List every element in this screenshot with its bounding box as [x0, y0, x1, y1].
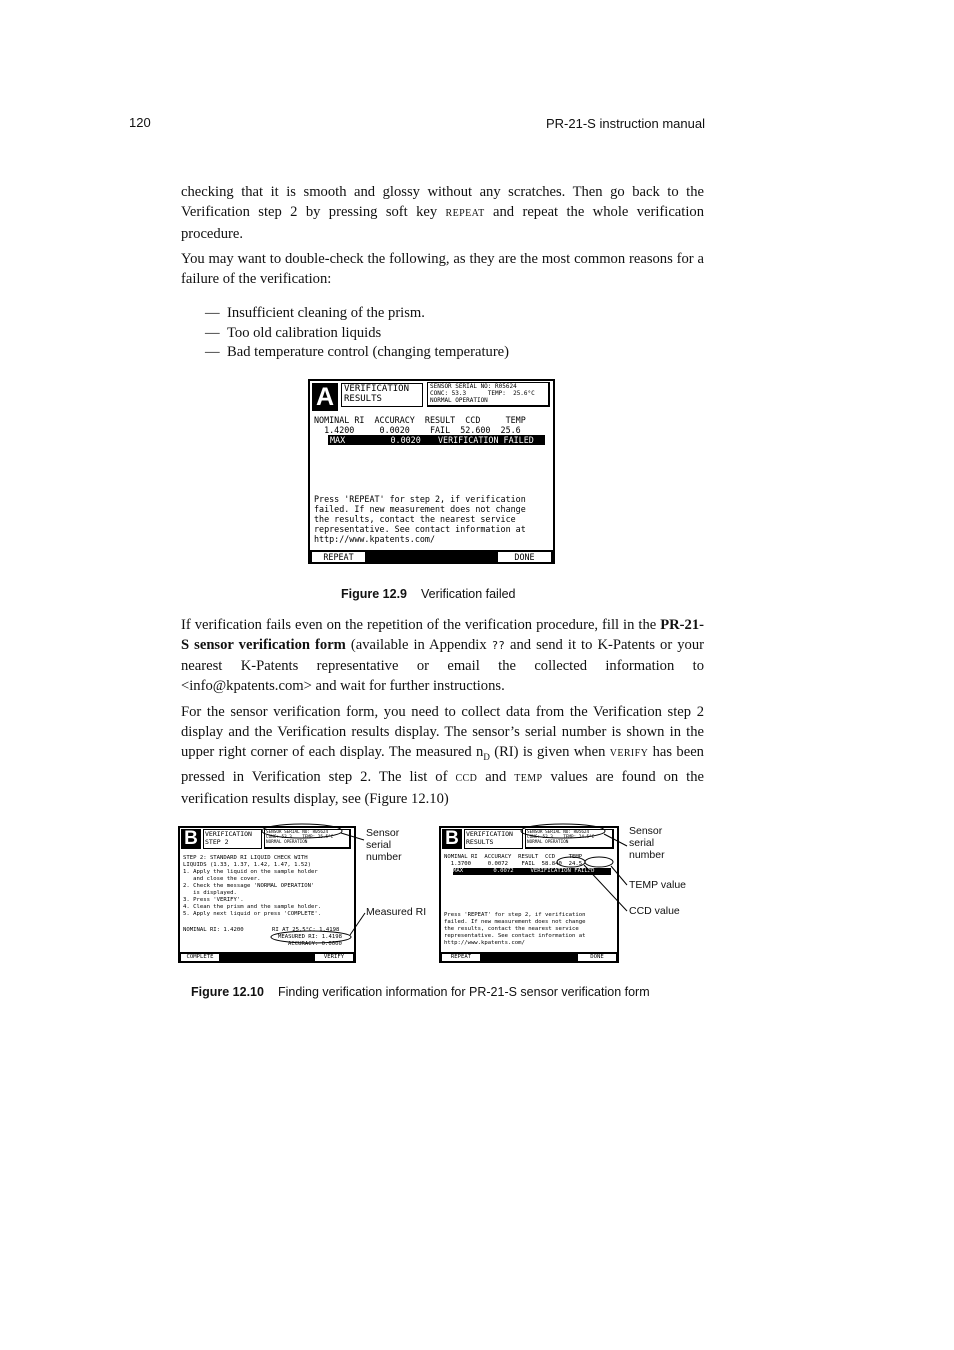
list-item: — Insufficient cleaning of the prism.: [205, 304, 509, 324]
form-name: PR-21-S sensor verification form: [181, 617, 704, 653]
paragraph-verification-form: [181, 615, 704, 696]
instruction-line: 4. Clean the prism and the sample holder.: [183, 904, 322, 910]
softkey-repeat: REPEAT: [312, 552, 365, 562]
message-line: representative. See contact information at: [314, 524, 526, 534]
text-span: checking that it is smooth and glossy without any scratches. Then go back to the Verification step 2 by pressing soft key: [181, 184, 704, 220]
instruction-line: 2. Check the message 'NORMAL OPERATION': [183, 883, 315, 889]
figure-12-9-caption: [341, 587, 516, 601]
list-item: — Too old calibration liquids: [205, 324, 509, 344]
softkey-repeat: REPEAT: [442, 954, 480, 961]
result-row: 1.3700 0.0072 FAIL 58.840 24.5: [444, 861, 583, 867]
serial-number-text: SENSOR SERIAL NO: R05624: [527, 830, 590, 835]
status-text: NORMAL OPERATION: [266, 840, 308, 845]
softkey-repeat-ref: REPEAT: [445, 208, 485, 219]
annotation-sensor-serial-right: Sensor serial number: [629, 825, 665, 861]
figure-caption-text: Verification failed: [421, 587, 516, 601]
accuracy-value: ACCURACY: 0.0000: [288, 941, 342, 947]
message-line: http://www.kpatents.com/: [444, 940, 525, 946]
message-line: failed. If new measurement does not change: [314, 504, 526, 514]
message-line: failed. If new measurement does not change: [444, 919, 586, 925]
measured-ri: MEASURED RI: 1.4198: [278, 934, 342, 940]
softkey-done: DONE: [498, 552, 551, 562]
text-span: and repeat the whole verification procedure.: [181, 204, 704, 242]
screen-title-line2: STEP 2: [205, 838, 229, 846]
message-line: representative. See contact information at: [444, 933, 586, 939]
paragraph-collect-data: [181, 702, 704, 809]
instruction-line: 3. Press 'VERIFY'.: [183, 897, 244, 903]
figure-label: Figure 12.9: [341, 587, 407, 601]
reasons-list: [205, 304, 509, 363]
message-line: Press 'REPEAT' for step 2, if verification: [444, 912, 586, 918]
nominal-ri: NOMINAL RI: 1.4200: [183, 927, 244, 933]
subscript-d: D: [483, 751, 490, 762]
figure-12-10-right-screen: [439, 826, 619, 963]
softkey-verify: VERIFY: [315, 954, 353, 961]
paragraph-common-reasons: You may want to double-check the following, as they are the most common reasons for a failure of the verification:: [181, 251, 704, 287]
conc-temp-text: CONC: 53.3 TEMP: 25.6°C: [430, 390, 535, 397]
verification-failed-text: VERIFICATION FAILED: [438, 435, 534, 445]
annotation-ccd-value: CCD value: [629, 905, 680, 917]
paragraph-repeat-procedure: [181, 182, 704, 244]
message-line: the results, contact the nearest service: [444, 926, 579, 932]
screen-title-line1: VERIFICATION: [466, 830, 513, 838]
figure-12-10-caption: [191, 985, 650, 999]
screen-letter-b: B: [181, 829, 201, 849]
max-row: MAX 0.0072 VERIFICATION FAILED: [453, 868, 611, 875]
screen-title-line2: RESULTS: [344, 394, 382, 404]
screen-letter-b: B: [442, 829, 462, 849]
screen-title-line1: VERIFICATION: [344, 384, 410, 394]
message-line: the results, contact the nearest service: [314, 514, 516, 524]
text-span: (RI) is given when: [489, 744, 610, 760]
max-row-left: MAX 0.0020: [330, 435, 421, 445]
annotation-temp-value: TEMP value: [629, 879, 686, 891]
instruction-line: LIQUIDS (1.33, 1.37, 1.42, 1.47, 1.52): [183, 862, 311, 868]
temp-ref: TEMP: [514, 772, 543, 784]
text-span: values are found on the verification results display, see (Figure 12.10): [181, 768, 704, 807]
instruction-line: STEP 2: STANDARD RI LIQUID CHECK WITH: [183, 855, 308, 861]
ccd-ref: CCD: [455, 772, 478, 784]
page-number: 120: [129, 115, 151, 130]
text-span: has been pressed in Verification step 2. The list of: [181, 744, 704, 785]
text-span: For the sensor verification form, you need to collect data from the Verification step 2 display and the Verification results display. The sensor’s serial number is shown in the upper right corner of each display. The measured n: [181, 704, 704, 760]
figure-12-9-screen: [308, 379, 555, 564]
column-headers: NOMINAL RI ACCURACY RESULT CCD TEMP: [314, 415, 526, 425]
instruction-line: 5. Apply next liquid or press 'COMPLETE'.: [183, 911, 322, 917]
status-text: NORMAL OPERATION: [430, 397, 488, 404]
instruction-line: and close the cover.: [183, 876, 261, 882]
figure-12-10-left-screen: [178, 826, 356, 963]
text-span: and: [477, 768, 515, 785]
instruction-line: is displayed.: [183, 890, 237, 896]
annotation-sensor-serial: Sensor serial number: [366, 827, 402, 863]
result-row: 1.4200 0.0020 FAIL 52.600 25.6: [314, 425, 521, 435]
softkey-done: DONE: [578, 954, 616, 961]
conc-temp-text: CONC: 53.3 TEMP: 24.5°C: [527, 835, 595, 840]
figure-caption-text: Finding verification information for PR-21-S sensor verification form: [277, 985, 650, 999]
softkey-verify-ref: VERIFY: [609, 748, 649, 759]
running-header: PR-21-S instruction manual: [546, 116, 705, 131]
conc-temp-text: CONC: 53.3 TEMP: 25.5°C: [266, 835, 334, 840]
text-span: (available in Appendix: [345, 637, 492, 653]
screen-title-line2: RESULTS: [466, 838, 494, 846]
serial-number-text: SENSOR SERIAL NO: R05624: [266, 830, 329, 835]
column-headers: NOMINAL RI ACCURACY RESULT CCD TEMP: [444, 854, 583, 860]
annotation-measured-ri: Measured RI: [366, 906, 427, 918]
screen-letter-a: A: [312, 383, 338, 411]
softkey-complete: COMPLETE: [181, 954, 219, 961]
ri-at-temp: RI AT 25.5°C: 1.4198: [272, 927, 340, 933]
screen-title-line1: VERIFICATION: [205, 830, 252, 838]
message-line: Press 'REPEAT' for step 2, if verification: [314, 494, 526, 504]
list-item: — Bad temperature control (changing temperature): [205, 343, 509, 363]
status-text: NORMAL OPERATION: [527, 840, 569, 845]
instruction-line: 1. Apply the liquid on the sample holder: [183, 869, 318, 875]
serial-number-text: SENSOR SERIAL NO: R05624: [430, 383, 517, 390]
text-span: If verification fails even on the repetition of the verification procedure, fill in the: [181, 617, 661, 633]
figure-label: Figure 12.10: [191, 985, 264, 999]
text-span: and send it to K-Patents or your nearest K-Patents representative or email the collected information to <info@kpatents.com> and wait for further instructions.: [181, 637, 704, 694]
appendix-ref: ??: [491, 639, 505, 652]
message-line: http://www.kpatents.com/: [314, 534, 436, 544]
